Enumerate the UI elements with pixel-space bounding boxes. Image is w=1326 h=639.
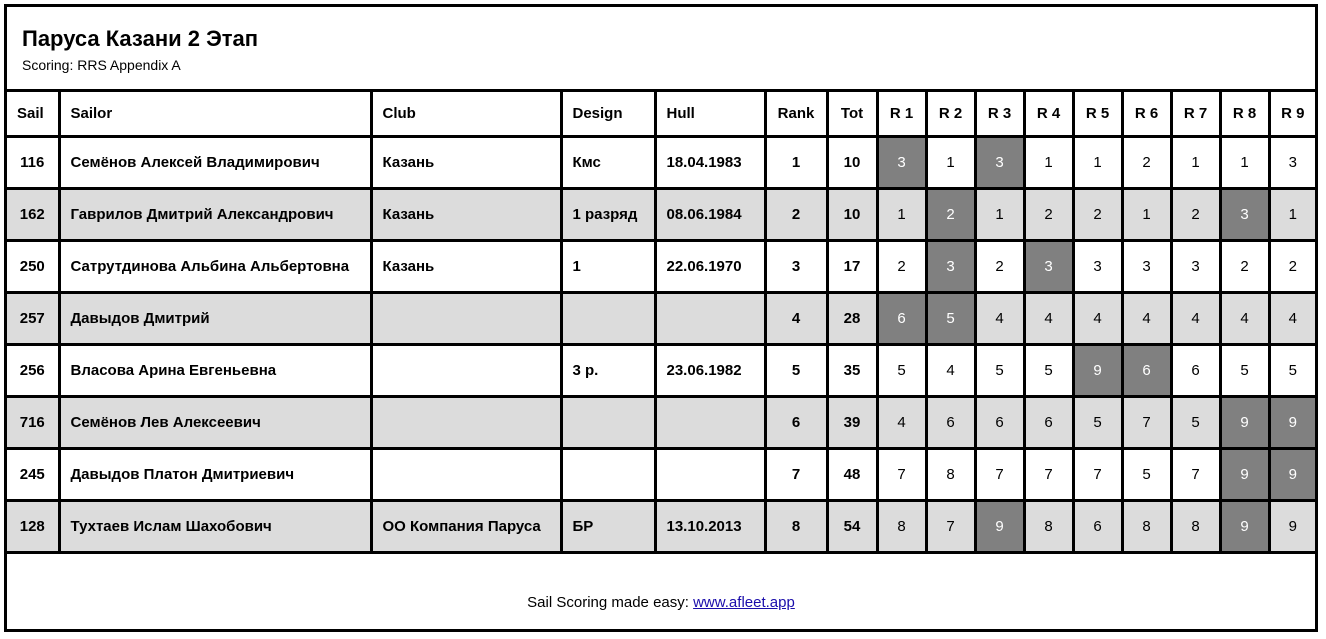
race-3-cell: 9 (975, 500, 1024, 552)
race-7-cell: 8 (1171, 500, 1220, 552)
race-8-cell: 4 (1220, 292, 1269, 344)
race-6-cell: 4 (1122, 292, 1171, 344)
race-1-cell: 7 (877, 448, 926, 500)
hull-cell: 23.06.1982 (655, 344, 765, 396)
race-8-cell: 2 (1220, 240, 1269, 292)
race-6-cell: 3 (1122, 240, 1171, 292)
col-header-r9: R 9 (1269, 92, 1315, 136)
hull-cell (655, 396, 765, 448)
rank-cell: 5 (765, 344, 827, 396)
table-row (7, 136, 1315, 188)
race-4-cell: 8 (1024, 500, 1073, 552)
header-row (7, 92, 1315, 136)
table-row (7, 240, 1315, 292)
design-cell (561, 396, 655, 448)
race-6-cell: 6 (1122, 344, 1171, 396)
col-header-club: Club (371, 92, 561, 136)
race-8-cell: 9 (1220, 448, 1269, 500)
race-1-cell: 8 (877, 500, 926, 552)
race-9-cell: 1 (1269, 188, 1315, 240)
race-9-cell: 5 (1269, 344, 1315, 396)
rank-cell: 6 (765, 396, 827, 448)
race-5-cell: 1 (1073, 136, 1122, 188)
col-header-design: Design (561, 92, 655, 136)
race-2-cell: 8 (926, 448, 975, 500)
club-cell: Казань (371, 240, 561, 292)
race-5-cell: 3 (1073, 240, 1122, 292)
race-8-cell: 9 (1220, 500, 1269, 552)
race-2-cell: 6 (926, 396, 975, 448)
race-8-cell: 5 (1220, 344, 1269, 396)
total-cell: 10 (827, 188, 877, 240)
race-3-cell: 7 (975, 448, 1024, 500)
col-header-hull: Hull (655, 92, 765, 136)
sailor-cell: Давыдов Платон Дмитриевич (59, 448, 371, 500)
design-cell: 3 р. (561, 344, 655, 396)
col-header-r7: R 7 (1171, 92, 1220, 136)
sail-cell: 245 (7, 448, 59, 500)
race-3-cell: 4 (975, 292, 1024, 344)
design-cell: Кмс (561, 136, 655, 188)
race-2-cell: 2 (926, 188, 975, 240)
race-8-cell: 1 (1220, 136, 1269, 188)
hull-cell: 22.06.1970 (655, 240, 765, 292)
rank-cell: 2 (765, 188, 827, 240)
race-1-cell: 2 (877, 240, 926, 292)
race-6-cell: 8 (1122, 500, 1171, 552)
race-4-cell: 5 (1024, 344, 1073, 396)
table-row (7, 292, 1315, 344)
table-row (7, 396, 1315, 448)
race-4-cell: 3 (1024, 240, 1073, 292)
hull-cell (655, 292, 765, 344)
race-7-cell: 2 (1171, 188, 1220, 240)
col-header-sailor: Sailor (59, 92, 371, 136)
sailor-cell: Власова Арина Евгеньевна (59, 344, 371, 396)
design-cell: 1 разряд (561, 188, 655, 240)
col-header-tot: Tot (827, 92, 877, 136)
hull-cell: 18.04.1983 (655, 136, 765, 188)
race-9-cell: 9 (1269, 448, 1315, 500)
race-7-cell: 5 (1171, 396, 1220, 448)
sail-cell: 256 (7, 344, 59, 396)
rank-cell: 4 (765, 292, 827, 344)
race-5-cell: 6 (1073, 500, 1122, 552)
rank-cell: 3 (765, 240, 827, 292)
total-cell: 28 (827, 292, 877, 344)
race-7-cell: 4 (1171, 292, 1220, 344)
total-cell: 48 (827, 448, 877, 500)
race-2-cell: 5 (926, 292, 975, 344)
total-cell: 39 (827, 396, 877, 448)
race-7-cell: 3 (1171, 240, 1220, 292)
hull-cell: 13.10.2013 (655, 500, 765, 552)
results-header (7, 7, 1315, 92)
race-1-cell: 4 (877, 396, 926, 448)
rank-cell: 7 (765, 448, 827, 500)
col-header-r4: R 4 (1024, 92, 1073, 136)
race-2-cell: 7 (926, 500, 975, 552)
race-4-cell: 6 (1024, 396, 1073, 448)
footer (7, 576, 1315, 629)
race-4-cell: 2 (1024, 188, 1073, 240)
design-cell (561, 292, 655, 344)
design-cell (561, 448, 655, 500)
table-row (7, 500, 1315, 552)
club-cell (371, 396, 561, 448)
race-6-cell: 1 (1122, 188, 1171, 240)
race-9-cell: 9 (1269, 396, 1315, 448)
sail-cell: 128 (7, 500, 59, 552)
race-8-cell: 3 (1220, 188, 1269, 240)
club-cell (371, 344, 561, 396)
hull-cell (655, 448, 765, 500)
sail-cell: 250 (7, 240, 59, 292)
sailor-cell: Гаврилов Дмитрий Александрович (59, 188, 371, 240)
sail-cell: 162 (7, 188, 59, 240)
club-cell: Казань (371, 136, 561, 188)
sail-cell: 257 (7, 292, 59, 344)
sailor-cell: Тухтаев Ислам Шахобович (59, 500, 371, 552)
design-cell: БР (561, 500, 655, 552)
footer-text: Sail Scoring made easy: (527, 594, 694, 611)
afleet-link[interactable]: www.afleet.app (693, 594, 795, 611)
rank-cell: 1 (765, 136, 827, 188)
col-header-r8: R 8 (1220, 92, 1269, 136)
race-1-cell: 5 (877, 344, 926, 396)
results-table (7, 92, 1315, 554)
results-sheet (4, 4, 1318, 632)
race-7-cell: 7 (1171, 448, 1220, 500)
race-8-cell: 9 (1220, 396, 1269, 448)
regatta-title: Паруса Казани 2 Этап (22, 26, 259, 51)
race-6-cell: 2 (1122, 136, 1171, 188)
race-3-cell: 1 (975, 188, 1024, 240)
sail-cell: 116 (7, 136, 59, 188)
race-9-cell: 4 (1269, 292, 1315, 344)
race-4-cell: 1 (1024, 136, 1073, 188)
race-9-cell: 9 (1269, 500, 1315, 552)
race-3-cell: 5 (975, 344, 1024, 396)
results-body (7, 136, 1315, 552)
table-row (7, 344, 1315, 396)
table-row (7, 188, 1315, 240)
col-header-rank: Rank (765, 92, 827, 136)
sailor-cell: Семёнов Лев Алексеевич (59, 396, 371, 448)
club-cell: Казань (371, 188, 561, 240)
sailor-cell: Давыдов Дмитрий (59, 292, 371, 344)
total-cell: 35 (827, 344, 877, 396)
race-9-cell: 3 (1269, 136, 1315, 188)
race-7-cell: 1 (1171, 136, 1220, 188)
hull-cell: 08.06.1984 (655, 188, 765, 240)
col-header-r1: R 1 (877, 92, 926, 136)
col-header-r6: R 6 (1122, 92, 1171, 136)
race-3-cell: 3 (975, 136, 1024, 188)
club-cell: ОО Компания Паруса (371, 500, 561, 552)
race-4-cell: 7 (1024, 448, 1073, 500)
scoring-system: Scoring: RRS Appendix A (22, 57, 181, 73)
total-cell: 10 (827, 136, 877, 188)
total-cell: 17 (827, 240, 877, 292)
sailor-cell: Сатрутдинова Альбина Альбертовна (59, 240, 371, 292)
col-header-r3: R 3 (975, 92, 1024, 136)
col-header-sail: Sail (7, 92, 59, 136)
race-5-cell: 4 (1073, 292, 1122, 344)
race-5-cell: 9 (1073, 344, 1122, 396)
total-cell: 54 (827, 500, 877, 552)
race-3-cell: 2 (975, 240, 1024, 292)
race-1-cell: 3 (877, 136, 926, 188)
club-cell (371, 448, 561, 500)
race-1-cell: 1 (877, 188, 926, 240)
race-1-cell: 6 (877, 292, 926, 344)
race-4-cell: 4 (1024, 292, 1073, 344)
race-2-cell: 3 (926, 240, 975, 292)
sail-cell: 716 (7, 396, 59, 448)
design-cell: 1 (561, 240, 655, 292)
table-row (7, 448, 1315, 500)
col-header-r2: R 2 (926, 92, 975, 136)
race-5-cell: 2 (1073, 188, 1122, 240)
race-3-cell: 6 (975, 396, 1024, 448)
race-9-cell: 2 (1269, 240, 1315, 292)
race-2-cell: 4 (926, 344, 975, 396)
race-2-cell: 1 (926, 136, 975, 188)
club-cell (371, 292, 561, 344)
sailor-cell: Семёнов Алексей Владимирович (59, 136, 371, 188)
col-header-r5: R 5 (1073, 92, 1122, 136)
race-5-cell: 5 (1073, 396, 1122, 448)
race-6-cell: 7 (1122, 396, 1171, 448)
race-6-cell: 5 (1122, 448, 1171, 500)
rank-cell: 8 (765, 500, 827, 552)
race-7-cell: 6 (1171, 344, 1220, 396)
race-5-cell: 7 (1073, 448, 1122, 500)
